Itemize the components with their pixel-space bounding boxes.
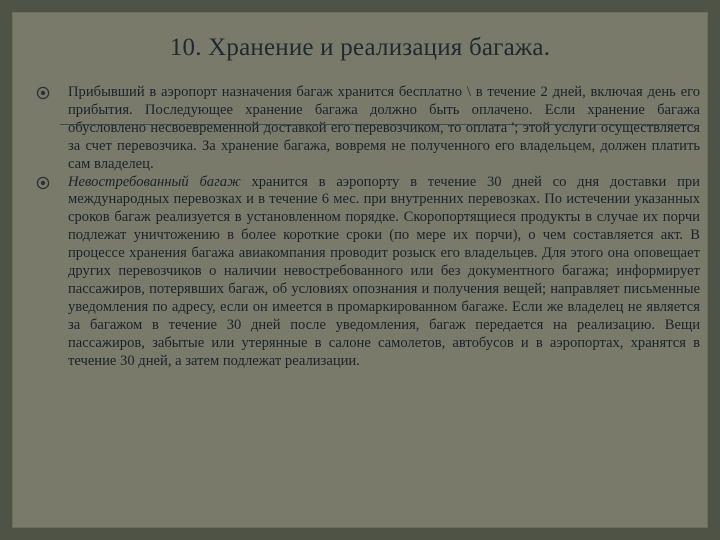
item-lead-italic: Невостребованный багаж <box>68 173 241 190</box>
circled-bullet-icon <box>36 176 50 190</box>
slide <box>12 12 708 528</box>
list-item <box>30 84 700 174</box>
item-text: Прибывший в аэропорт назначения багаж хранится бесплатно \ в течение 2 дней, включая день его прибытия. Последующее хранение багажа должно быть оплачено. Если хранение багажа обусловлено несвоевременной доставкой его перевозчиком, то оплата '; этой услуги осуществляется за счет перевозчика. За хранение багажа, вовремя не полученного его владельцем, должен платить сам владелец. <box>68 84 700 172</box>
item-text: хранится в аэропорту в течение 30 дней со дня доставки при международных перевозках и в течение 6 мес. при внутренних перевозках. По истечении указанных сроков багаж реализуется в установленном порядке. Скоропортящиеся продукты в случае их порчи подлежат уничтожению в более короткие сроки (по мере их порчи), о чем составляется акт. В процессе хранения багажа авиакомпания проводит розыск его владельцев. Для этого она оповещает других перевозчиков о наличии невостребованного или без документного багажа; информирует пассажиров, потерявших багаж, об условиях опознания и получения вещей; направляет письменные уведомления по адресу, если он имеется в промаркированном багаже. Если же владелец не является за багажом в течение 30 дней после уведомления, багаж передается на реализацию. Вещи пассажиров, забытые или утерянные в салоне самолетов, автобусов и в аэропортах, хранятся в течение 30 дней, а затем подлежат реализации. <box>68 173 700 369</box>
slide-title: 10. Хранение и реализация багажа. <box>169 34 551 61</box>
bullet-list <box>30 84 700 371</box>
list-item <box>30 174 700 371</box>
circled-bullet-icon <box>36 86 50 100</box>
